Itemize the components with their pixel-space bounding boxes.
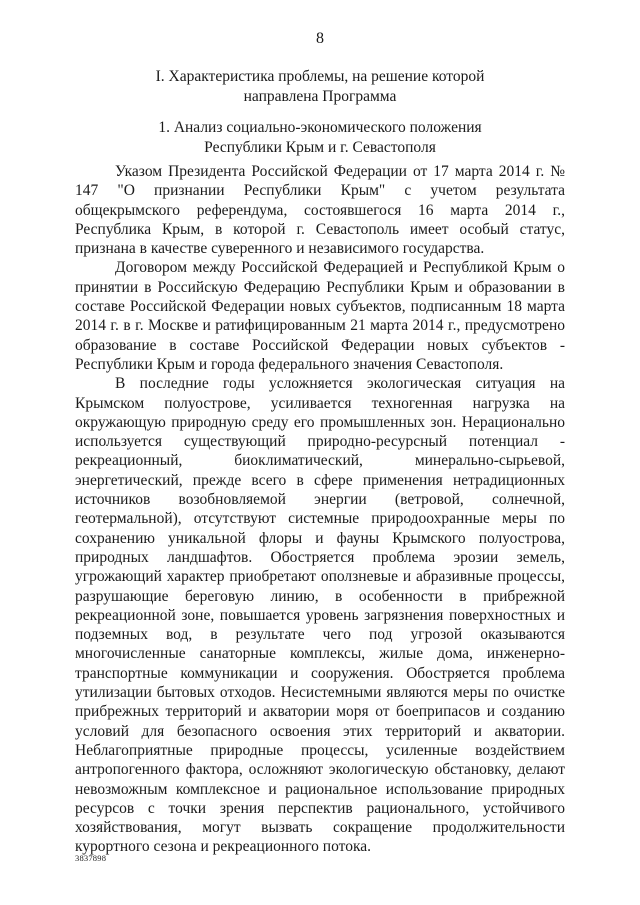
subsection-heading-line-1: 1. Анализ социально-экономического положения — [158, 119, 482, 136]
section-heading — [0, 67, 640, 106]
section-heading-line-1: I. Характеристика проблемы, на решение которой — [155, 68, 485, 85]
paragraph: Договором между Российской Федерацией и Республикой Крым о принятии в Российскую Федерацию Республики Крым и образовании в составе Российской Федерации новых субъектов, подписанным 18 марта 2014 г. в г. Москве и ратифицированным 21 марта 2014 г., предусмотрено образование в составе Российской Федерации новых субъектов - Республики Крым и города федерального значения Севастополя. — [75, 259, 565, 373]
body-text — [75, 162, 565, 857]
subsection-heading-line-2: Республики Крым и г. Севастополя — [204, 138, 436, 156]
subsection-heading — [0, 118, 640, 157]
section-heading-line-2: направлена Программа — [243, 87, 397, 105]
paragraph: Указом Президента Российской Федерации от 17 марта 2014 г. № 147 "О признании Республики Крым" с учетом результата общекрымского референдума, состоявшегося 16 марта 2014 г., Республика Крым, в которой г. Севастополь имеет особый статус, признана в качестве суверенного и независимого государства. — [75, 163, 565, 258]
document-code: 3837898 — [75, 853, 107, 863]
paragraph: В последние годы усложняется экологическая ситуация на Крымском полуострове, усиливается техногенная нагрузка на окружающую природную среду его промышленных зон. Нерационально используется существующий природно-ресурсный потенциал - рекреационный, биоклиматический, минерально-сырьевой, энергетический, прежде всего в сфере применения нетрадиционных источников возобновляемой энергии (ветровой, солнечной, геотермальной), отсутствуют системные природоохранные меры по сохранению уникальной флоры и фауны Крымского полуострова, природных ландшафтов. Обостряется проблема эрозии земель, угрожающий характер приобретают оползневые и абразивные процессы, разрушающие береговую линию, в особенности в прибрежной рекреационной зоне, повышается уровень загрязнения поверхностных и подземных вод, в результате чего под угрозой оказываются многочисленные санаторные комплексы, жилые дома, инженерно-транспортные коммуникации и сооружения. Обостряется проблема утилизации бытовых отходов. Несистемными являются меры по очистке прибрежных территорий и акватории моря от боеприпасов и созданию условий для безопасного освоения этих территорий и акватории. Неблагоприятные природные процессы, усиленные воздействием антропогенного фактора, осложняют экологическую обстановку, делают невозможным комплексное и рациональное использование природных ресурсов с точки зрения перспектив рационального, устойчивого хозяйствования, могут вызвать сокращение продолжительности курортного сезона и рекреационного потока. — [75, 375, 565, 856]
page-number: 8 — [316, 30, 324, 47]
